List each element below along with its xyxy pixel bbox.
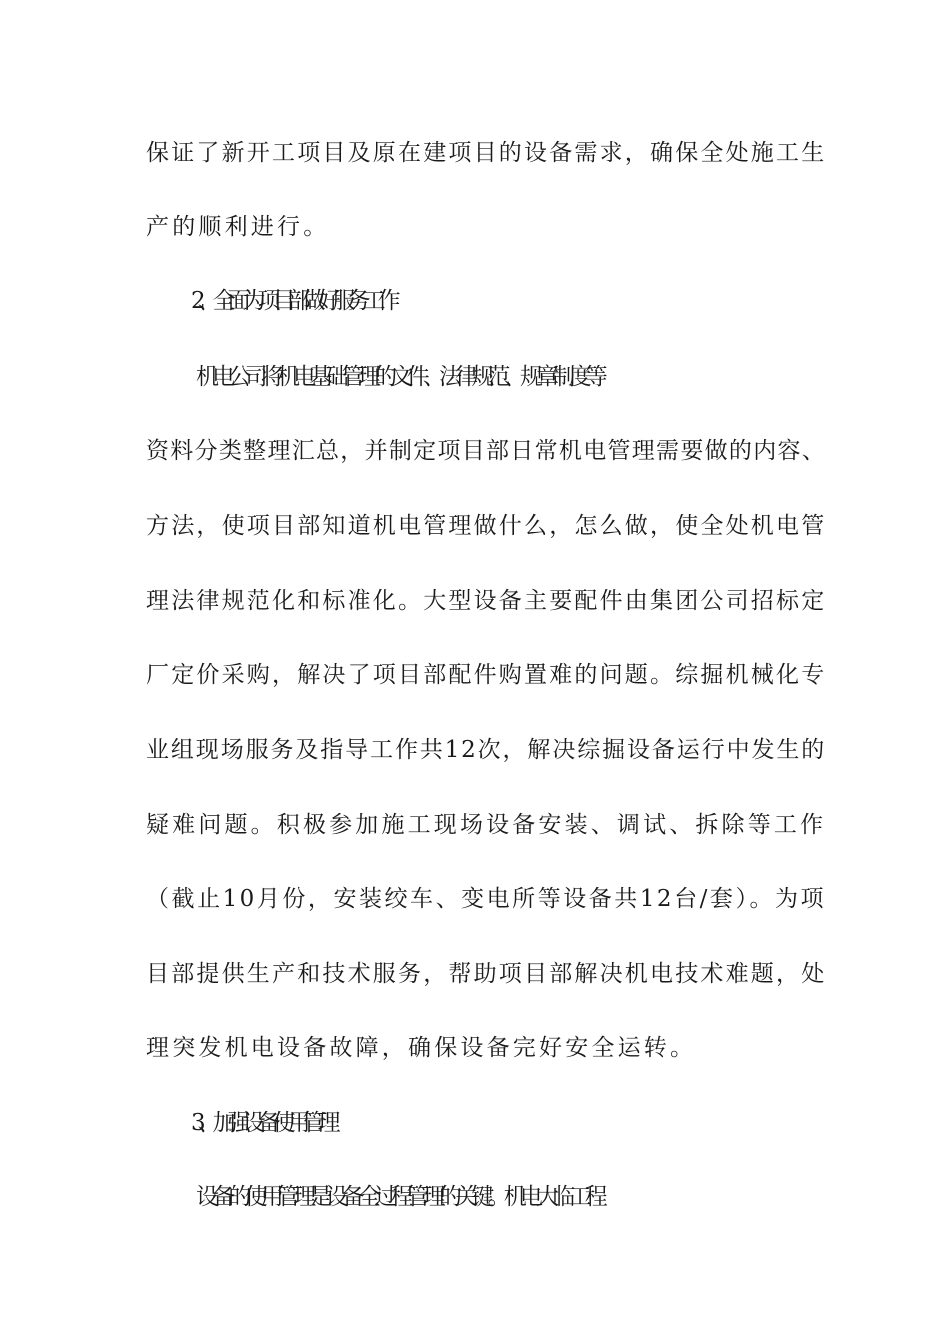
paragraph-line: 设备的使用管理是设备全过程管理的关键。机电大临工程 (196, 1184, 602, 1210)
paragraph-line: 保证了新开工项目及原在建项目的设备需求，确保全处施工生 (146, 140, 827, 166)
paragraph-line: 疑难问题。积极参加施工现场设备安装、调试、拆除等工作 (146, 812, 826, 838)
paragraph-line: 业组现场服务及指导工作共12次，解决综掘设备运行中发生的 (146, 737, 826, 763)
paragraph-line: 资料分类整理汇总，并制定项目部日常机电管理需要做的内容、 (146, 438, 826, 464)
paragraph-line: 目部提供生产和技术服务，帮助项目部解决机电技术难题，处 (146, 961, 827, 987)
paragraph-line: （截止10月份，安装绞车、变电所等设备共12台/套）。为项 (146, 886, 826, 912)
paragraph-line: 厂定价采购，解决了项目部配件购置难的问题。综掘机械化专 (146, 662, 827, 688)
paragraph-line: 理突发机电设备故障，确保设备完好安全运转。 (146, 1035, 697, 1061)
paragraph-line: 理法律规范化和标准化。大型设备主要配件由集团公司招标定 (146, 588, 827, 614)
paragraph-line: 产的顺利进行。 (146, 214, 330, 240)
section-heading: 2、全面为项目部做好服务工作 (191, 288, 393, 314)
section-heading: 3、加强设备使用管理 (191, 1110, 333, 1136)
paragraph-line: 机电公司将机电基础管理的文件、法律规范、规章制度等 (196, 364, 602, 390)
paragraph-line: 方法，使项目部知道机电管理做什么，怎么做，使全处机电管 (146, 513, 827, 539)
